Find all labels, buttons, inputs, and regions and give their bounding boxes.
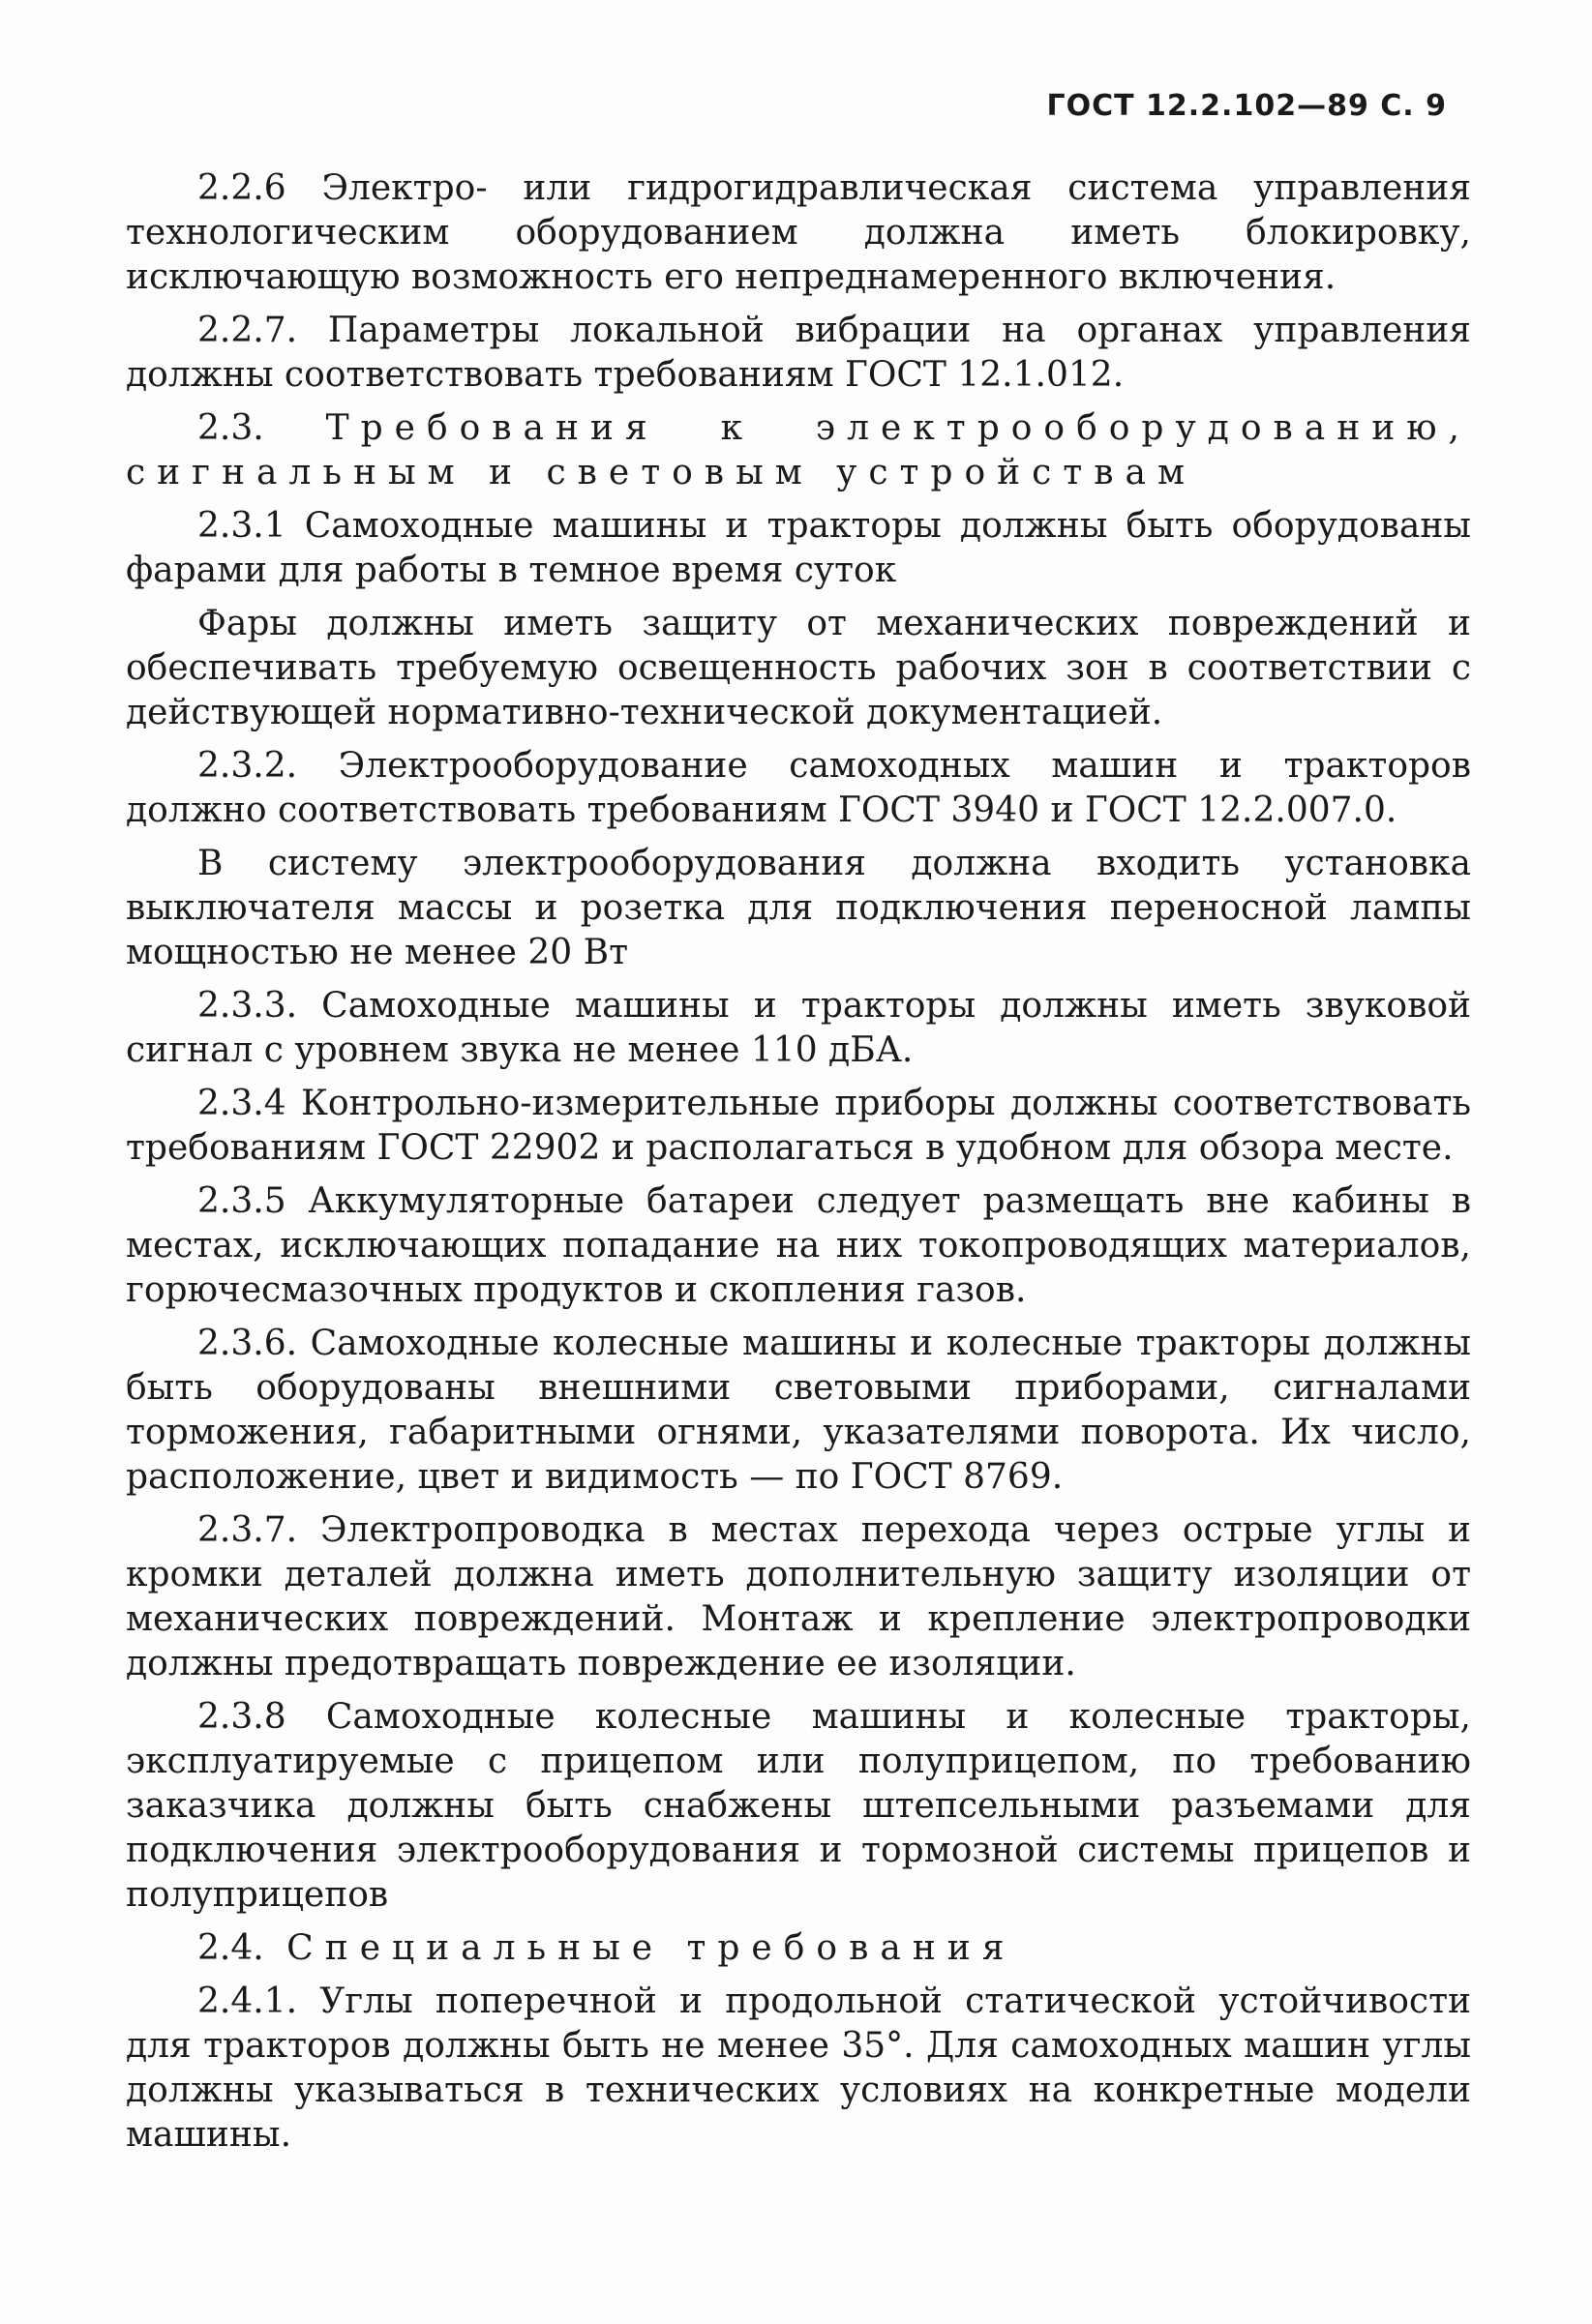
clause-2-3-2: 2.3.2. Электрооборудование самоходных машин и тракторов должно соответствовать требованиям ГОСТ 3940 и ГОСТ 12.2.007.0. <box>126 746 1471 830</box>
clause-2-3-6: 2.3.6. Самоходные колесные машины и колесные тракторы должны быть оборудованы внешними световыми приборами, сигналами торможения, габаритными огнями, указателями поворота. Их число, расположение, цвет и видимость — по ГОСТ 8769. <box>126 1324 1471 1497</box>
clause-2-3-4: 2.3.4 Контрольно-измерительные приборы должны соответствовать требованиям ГОСТ 22902 и располагаться в удобном для обзора месте. <box>126 1084 1471 1168</box>
section-title: Специальные требования <box>286 1928 1016 1968</box>
clause-2-3-5: 2.3.5 Аккумуляторные батареи следует размещать вне кабины в местах, исключающих попадание на них токопроводящих материалов, горючесмазочных продуктов и скопления газов. <box>126 1181 1471 1310</box>
clause-2-3-7: 2.3.7. Электропроводка в местах перехода через острые углы и кромки деталей должна иметь дополнительную защиту изоляции от механических повреждений. Монтаж и крепление электропроводки должны предотвращать повреждение ее изоляции. <box>126 1510 1471 1683</box>
section-heading-2-4 <box>126 1926 1471 1971</box>
clause-2-3-2-battery-switch: В систему электрооборудования должна входить установка выключателя массы и розетка для подключения переносной лампы мощностью не менее 20 Вт <box>126 844 1471 972</box>
clause-2-2-7: 2.2.7. Параметры локальной вибрации на органах управления должны соответствовать требованиям ГОСТ 12.1.012. <box>126 311 1471 395</box>
section-heading-2-3 <box>126 406 1471 495</box>
clause-2-2-6: 2.2.6 Электро- или гидрогидравлическая система управления технологическим оборудованием должна иметь блокировку, исключающую возможность его непреднамеренного включения. <box>126 168 1471 297</box>
clause-2-3-3: 2.3.3. Самоходные машины и тракторы должны иметь звуковой сигнал с уровнем звука не менее 110 дБА. <box>126 986 1471 1070</box>
document-body <box>126 166 1471 2166</box>
section-number: 2.4. <box>197 1928 264 1968</box>
clause-2-3-8: 2.3.8 Самоходные колесные машины и колесные тракторы, эксплуатируемые с прицепом или полуприцепом, по требованию заказчика должны быть снабжены штепсельными разъемами для подключения электрооборудования и тормозной системы прицепов и полуприцепов <box>126 1697 1471 1915</box>
clause-2-3-1: 2.3.1 Самоходные машины и тракторы должны быть оборудованы фарами для работы в темное время суток <box>126 506 1471 590</box>
section-number: 2.3. <box>197 408 264 448</box>
clause-2-4-1: 2.4.1. Углы поперечной и продольной статической устойчивости для тракторов должны быть не менее 35°. Для самоходных машин углы должны указываться в технических условиях на конкретные модели машины. <box>126 1981 1471 2155</box>
page-header: ГОСТ 12.2.102—89 С. 9 <box>1046 89 1447 123</box>
clause-2-3-1-headlights: Фары должны иметь защиту от механических повреждений и обеспечивать требуемую освещенность рабочих зон в соответствии с действующей нормативно-технической документацией. <box>126 604 1471 732</box>
section-title: Требования к электрооборудованию, сигнальным и световым устройствам <box>126 408 1471 492</box>
